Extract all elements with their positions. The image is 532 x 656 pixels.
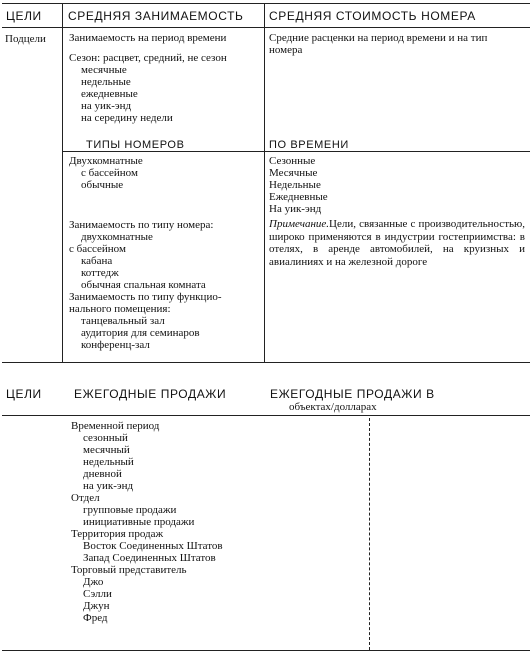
room-types-header: ТИПЫ НОМЕРОВ bbox=[86, 139, 185, 151]
list-item: номера bbox=[269, 44, 303, 56]
by-time-list bbox=[269, 155, 328, 215]
list-item: Занимаемость на период времени bbox=[69, 32, 227, 44]
list-item: Запад Соединенных Штатов bbox=[83, 552, 216, 564]
list-item: инициативные продажи bbox=[83, 516, 195, 528]
bottom-col-sales-in-header: ЕЖЕГОДНЫЕ ПРОДАЖИ В bbox=[270, 387, 435, 401]
note-label: Примечание. bbox=[269, 218, 330, 230]
list-item: Средние расценки на период времени и на тип bbox=[269, 32, 488, 44]
room-types-list bbox=[69, 155, 143, 191]
list-item: конференц-зал bbox=[81, 339, 150, 351]
list-item: Занимаемость по типу функцио- bbox=[69, 291, 222, 303]
list-item: Джун bbox=[83, 600, 110, 612]
top-rule bbox=[2, 3, 530, 4]
list-item: Занимаемость по типу номера: bbox=[69, 219, 214, 231]
list-item: недельные bbox=[81, 76, 131, 88]
top-table-bottom-rule bbox=[2, 362, 530, 363]
list-item: Сэлли bbox=[83, 588, 112, 600]
list-item: Сезон: расцвет, средний, не сезон bbox=[69, 52, 227, 64]
annual-sales-list bbox=[71, 420, 223, 624]
list-item: Отдел bbox=[71, 492, 100, 504]
list-item: Восток Соединенных Штатов bbox=[83, 540, 223, 552]
list-item: Сезонные bbox=[269, 155, 316, 167]
list-item: Недельные bbox=[269, 179, 321, 191]
list-item: с бассейном bbox=[69, 243, 126, 255]
note-paragraph bbox=[269, 218, 525, 268]
list-item: Территория продаж bbox=[71, 528, 164, 540]
list-item: на середину недели bbox=[81, 112, 173, 124]
subgoals-label: Подцели bbox=[5, 33, 46, 45]
list-item: групповые продажи bbox=[83, 504, 177, 516]
list-item: на уик-энд bbox=[81, 100, 132, 112]
col-goals-header: ЦЕЛИ bbox=[6, 9, 42, 23]
list-item: Временной период bbox=[71, 420, 160, 432]
list-item: На уик-энд bbox=[269, 203, 322, 215]
list-item: Месячные bbox=[269, 167, 318, 179]
bottom-header-rule bbox=[2, 415, 530, 416]
list-item bbox=[69, 44, 227, 52]
bottom-col-sales-header: ЕЖЕГОДНЫЕ ПРОДАЖИ bbox=[74, 387, 227, 401]
list-item: танцевальный зал bbox=[81, 315, 165, 327]
top-col-divider-2 bbox=[264, 3, 265, 362]
list-item: недельный bbox=[83, 456, 134, 468]
by-room-type-list bbox=[69, 219, 222, 351]
list-item: обычная спальная комната bbox=[81, 279, 206, 291]
list-item: на уик-энд bbox=[83, 480, 134, 492]
list-item: Фред bbox=[83, 612, 108, 624]
list-item: двухкомнатные bbox=[81, 231, 153, 243]
list-item: Ежедневные bbox=[269, 191, 328, 203]
list-item: ежедневные bbox=[81, 88, 138, 100]
col-price-header: СРЕДНЯЯ СТОИМОСТЬ НОМЕРА bbox=[269, 9, 476, 23]
list-item: Двухкомнатные bbox=[69, 155, 143, 167]
top-col-divider-1 bbox=[62, 3, 63, 362]
list-item: кабана bbox=[81, 255, 113, 267]
by-time-header: ПО ВРЕМЕНИ bbox=[269, 139, 349, 151]
price-text bbox=[269, 32, 487, 56]
bottom-dashed-divider bbox=[369, 418, 370, 650]
list-item: аудитория для семинаров bbox=[81, 327, 200, 339]
list-item: Торговый представитель bbox=[71, 564, 187, 576]
bottom-col-goals-header: ЦЕЛИ bbox=[6, 387, 42, 401]
bottom-col-sales-in-subheader: объектах/долларах bbox=[289, 401, 377, 413]
bottom-table-bottom-rule bbox=[2, 650, 530, 651]
list-item: коттедж bbox=[81, 267, 119, 279]
list-item: обычные bbox=[81, 179, 124, 191]
list-item: дневной bbox=[83, 468, 122, 480]
list-item: нального помещения: bbox=[69, 303, 171, 315]
list-item: месячные bbox=[81, 64, 127, 76]
sub-header-rule bbox=[62, 151, 530, 152]
list-item: Джо bbox=[83, 576, 104, 588]
list-item: месячный bbox=[83, 444, 130, 456]
list-item: с бассейном bbox=[81, 167, 138, 179]
note-text: Цели, связанные с производительностью, широко применяются в индустрии гостеприимства: в отелях, в аренде автомобилей, на круизных и авиалиниях и на железной дороге bbox=[269, 218, 525, 268]
col-occupancy-header: СРЕДНЯЯ ЗАНИМАЕМОСТЬ bbox=[68, 9, 244, 23]
header-rule bbox=[2, 27, 530, 28]
list-item: сезонный bbox=[83, 432, 128, 444]
occupancy-list bbox=[69, 32, 227, 124]
